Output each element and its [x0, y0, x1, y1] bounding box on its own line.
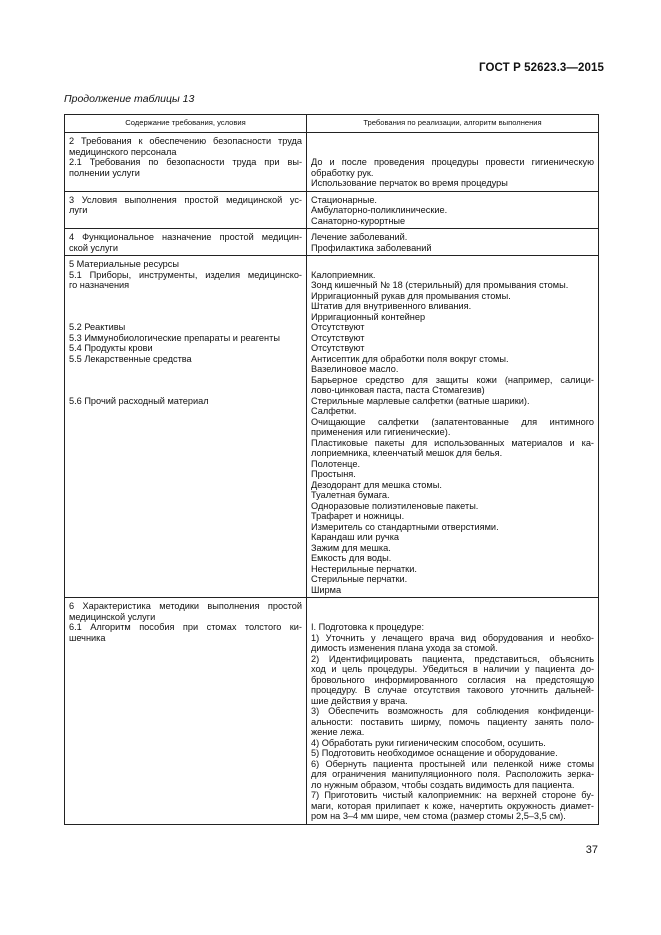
cell-text-line: Зажим для мешка.	[311, 542, 391, 553]
cell-text-line: Отсутствуют	[311, 322, 365, 332]
cell-text-line: обработку рук.	[311, 167, 374, 178]
cell-text-line: 4) Обработать руки гигиеническим способом, осушить.	[311, 737, 546, 748]
cell-text-line: 3 Условия выполнения простой медицинской ус-	[69, 194, 302, 205]
cell-text-line: Отсутствуют	[311, 332, 365, 343]
cell-text-line: 5.1 Приборы, инструменты, изделия медицинско-	[69, 269, 302, 280]
cell-text-line: Вазелиновое масло.	[311, 364, 399, 374]
cell-text-line: Ширма	[311, 584, 342, 595]
cell-text-line: Карандаш или ручка	[311, 532, 400, 542]
table-row	[65, 256, 599, 598]
cell-text-line: 5.3 Иммунобиологические препараты и реагенты	[69, 332, 280, 343]
cell-text-line: 5 Материальные ресурсы	[69, 259, 179, 269]
requirement-cell	[65, 229, 307, 256]
cell-text-line: маги, которая прилипает к коже, начертить окружность диамет-	[311, 800, 594, 811]
spacer	[311, 612, 594, 623]
table-row	[65, 133, 599, 192]
cell-text-line: ром на 3–4 мм шире, чем стома (размер стомы 2,5–3,5 см).	[311, 811, 566, 821]
cell-text-line: для ограничения манипуляционного поля. Расположить зерка-	[311, 769, 594, 779]
cell-text-line: Штатив для внутривенного вливания.	[311, 301, 472, 311]
cell-text-line: Стерильные перчатки.	[311, 574, 408, 584]
cell-text-line: Санаторно-курортные	[311, 215, 406, 226]
cell-text-line: 2) Идентифицировать пациента, представиться, объяснить	[311, 653, 594, 664]
cell-text-line: Лечение заболеваний.	[311, 232, 408, 242]
cell-text-line: 5.2 Реактивы	[69, 322, 126, 332]
cell-text-line: жение лежа.	[311, 727, 365, 737]
cell-text-line: Одноразовые полиэтиленовые пакеты.	[311, 500, 479, 511]
spacer	[311, 259, 594, 270]
cell-text-line: Калоприемник.	[311, 269, 376, 280]
requirement-cell	[65, 256, 307, 598]
spacer	[69, 375, 302, 386]
cell-text-line: лово-цинковая паста, паста Стомагезив)	[311, 385, 485, 395]
cell-text-line: 5) Подготовить необходимое оснащение и оборудование.	[311, 748, 558, 758]
cell-text-line: До и после проведения процедуры провести гигиеническую	[311, 157, 594, 167]
cell-text-line: Ирригационный контейнер	[311, 311, 426, 322]
cell-text-line: ход и цель процедуры. Убедиться в наличии у пациента до-	[311, 664, 594, 674]
cell-text-line: 3) Обеспечить возможность для соблюдения конфиденци-	[311, 706, 594, 716]
cell-text-line: 5.6 Прочий расходный материал	[69, 395, 209, 406]
table-caption: Продолжение таблицы 13	[64, 93, 195, 105]
cell-text-line: Полотенце.	[311, 458, 360, 469]
cell-text-line: лоприемника, клеенчатый мешок для белья.	[311, 448, 503, 458]
spacer	[311, 136, 594, 147]
cell-text-line: процедуру. В случае отсутствия такового уточнить дальней-	[311, 685, 594, 695]
cell-text-line: Стационарные.	[311, 194, 377, 205]
cell-text-line: Антисептик для обработки поля вокруг стомы.	[311, 353, 509, 364]
cell-text-line: Зонд кишечный № 18 (стерильный) для промывания стомы.	[311, 280, 569, 290]
requirement-cell	[65, 133, 307, 192]
table-header-row	[65, 115, 599, 133]
spacer	[311, 147, 594, 158]
spacer	[69, 312, 302, 323]
spacer	[69, 291, 302, 302]
page-number: 37	[585, 844, 598, 856]
spacer	[69, 301, 302, 312]
cell-text-line: Ирригационный рукав для промывания стомы.	[311, 290, 511, 301]
cell-text-line: Очищающие салфетки (запатентованные для интимного	[311, 416, 594, 427]
table-row	[65, 229, 599, 256]
cell-text-line: 6 Характеристика методики выполнения простой	[69, 601, 302, 611]
requirements-table	[64, 114, 599, 825]
cell-text-line: ло нужным образом, чтобы создать видимость для пациента.	[311, 779, 575, 790]
cell-text-line: медицинской услуги	[69, 611, 156, 622]
cell-text-line: I. Подготовка к процедуре:	[311, 622, 425, 632]
cell-text-line: Барьерное средство для защиты кожи (например, салици-	[311, 374, 594, 385]
cell-text-line: Стерильные марлевые салфетки (ватные шарики).	[311, 395, 530, 406]
cell-text-line: 1) Уточнить у лечащего врача вид оборудования и необхо-	[311, 632, 594, 643]
table-body	[65, 133, 599, 825]
cell-text-line: 4 Функциональное назначение простой медицин-	[69, 232, 302, 242]
spacer	[69, 364, 302, 375]
cell-text-line: Амбулаторно-поликлинические.	[311, 205, 448, 215]
algorithm-cell	[307, 191, 599, 229]
algorithm-cell	[307, 133, 599, 192]
column-header-algorithm: Требования по реализации, алгоритм выполнения	[307, 115, 599, 133]
column-header-requirements: Содержание требования, условия	[65, 115, 307, 133]
cell-text-line: Дезодорант для мешка стомы.	[311, 479, 442, 490]
table-row	[65, 598, 599, 825]
algorithm-cell	[307, 229, 599, 256]
cell-text-line: бровольного информированного согласия на предстоящую	[311, 674, 594, 685]
table-row	[65, 191, 599, 229]
cell-text-line: альности: поставить ширму, помочь пациенту занять поло-	[311, 716, 594, 727]
cell-text-line: Трафарет и ножницы.	[311, 511, 405, 521]
cell-text-line: полнении услуги	[69, 167, 140, 178]
cell-text-line: ской услуги	[69, 242, 119, 253]
cell-text-line: 7) Приготовить чистый калоприемник: на верхней стороне бу-	[311, 790, 594, 800]
cell-text-line: го назначения	[69, 280, 130, 290]
requirement-cell	[65, 598, 307, 825]
cell-text-line: Туалетная бумага.	[311, 490, 390, 500]
spacer	[311, 601, 594, 612]
cell-text-line: Профилактика заболеваний	[311, 242, 432, 253]
cell-text-line: шие действия у врача.	[311, 695, 408, 706]
cell-text-line: луги	[69, 205, 88, 215]
cell-text-line: медицинского персонала	[69, 146, 177, 157]
cell-text-line: Салфетки.	[311, 406, 357, 416]
algorithm-cell	[307, 598, 599, 825]
cell-text-line: 2 Требования к обеспечению безопасности труда	[69, 136, 302, 146]
cell-text-line: применения или гигиенические).	[311, 427, 451, 437]
cell-text-line: 5.4 Продукты крови	[69, 343, 153, 353]
cell-text-line: димость изменения плана ухода за стомой.	[311, 643, 498, 653]
cell-text-line: Пластиковые пакеты для использованных материалов и ка-	[311, 437, 594, 448]
cell-text-line: Использование перчаток во время процедуры	[311, 178, 508, 188]
cell-text-line: 5.5 Лекарственные средства	[69, 353, 192, 364]
cell-text-line: 6.1 Алгоритм пособия при стомах толстого ки-	[69, 622, 302, 632]
spacer	[69, 385, 302, 396]
cell-text-line: Емкость для воды.	[311, 553, 392, 563]
cell-text-line: шечника	[69, 632, 106, 643]
requirement-cell	[65, 191, 307, 229]
algorithm-cell	[307, 256, 599, 598]
cell-text-line: Простыня.	[311, 469, 356, 479]
cell-text-line: Отсутствуют	[311, 343, 365, 353]
cell-text-line: 2.1 Требования по безопасности труда при вы-	[69, 157, 302, 167]
cell-text-line: Нестерильные перчатки.	[311, 563, 417, 574]
cell-text-line: 6) Обернуть пациента простыней или пеленкой ниже стомы	[311, 758, 594, 769]
standard-header: ГОСТ Р 52623.3—2015	[479, 62, 604, 74]
cell-text-line: Измеритель со стандартными отверстиями.	[311, 521, 499, 532]
